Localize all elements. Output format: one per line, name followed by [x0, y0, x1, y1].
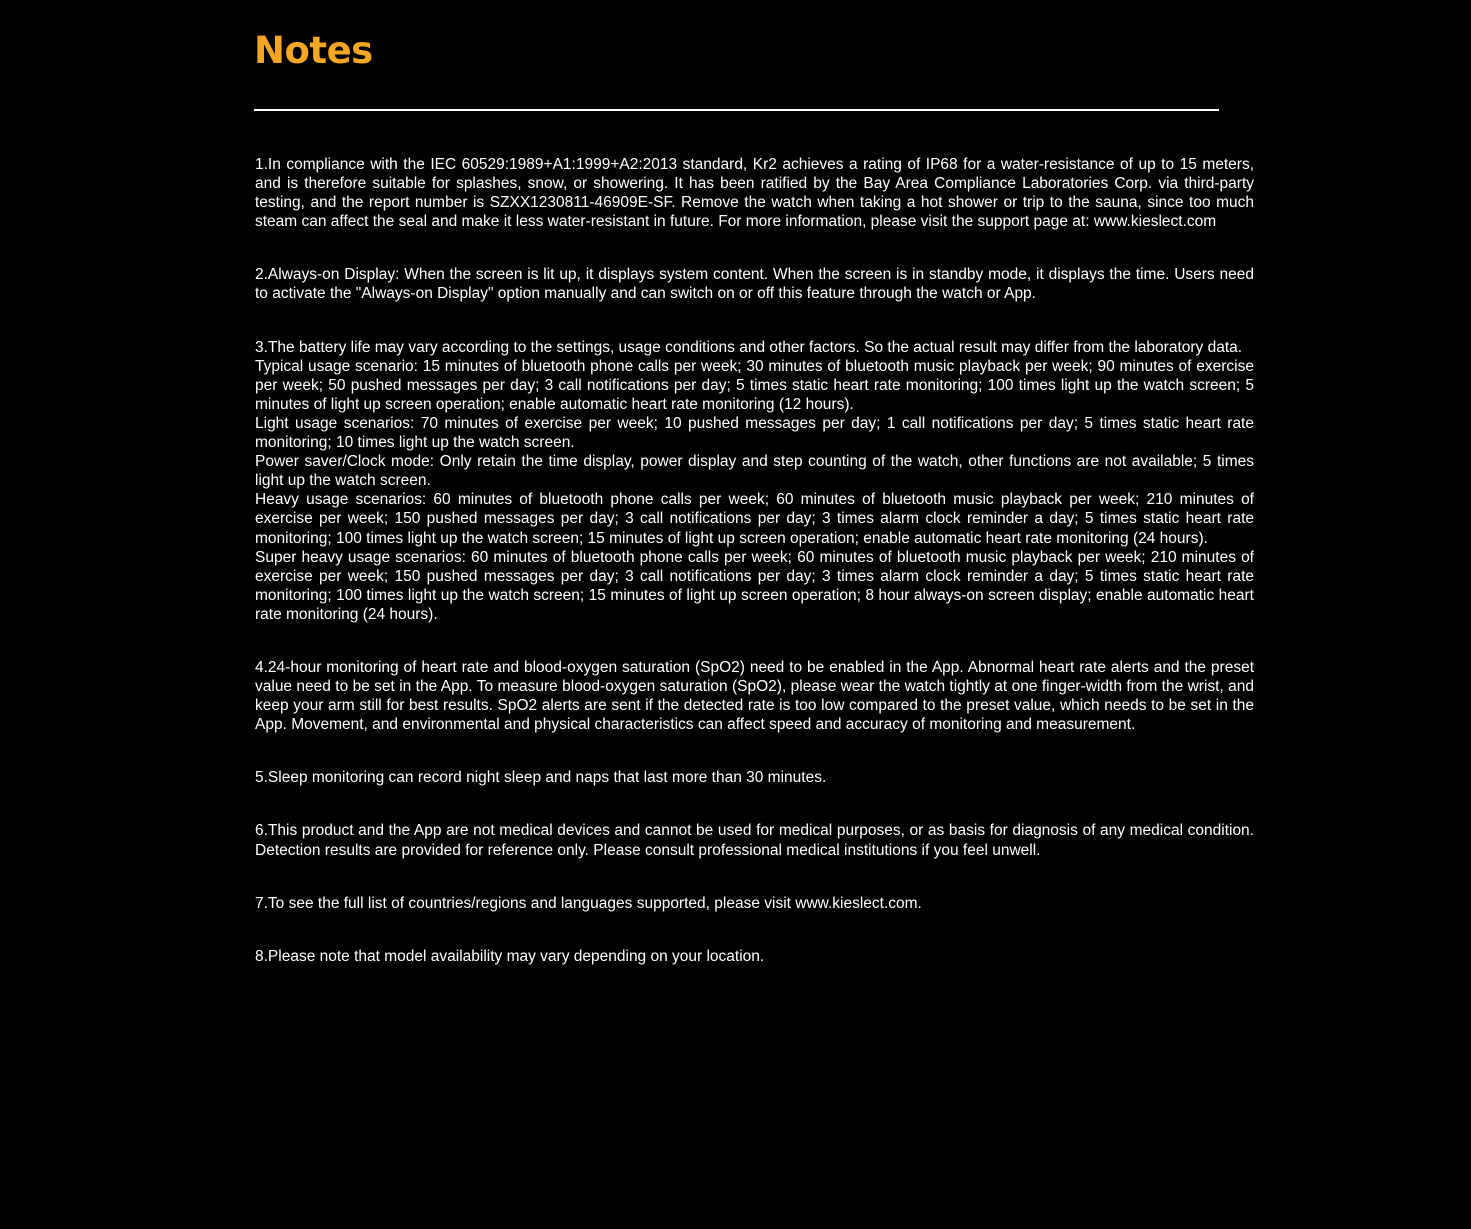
- note-paragraph: Super heavy usage scenarios: 60 minutes of bluetooth phone calls per week; 60 minutes of bluetooth music playback per week; 210 minutes of exercise per week; 150 pushed messages per day; 3 call notifications per day; 3 times alarm clock reminder a day; 5 times static heart rate monitoring; 100 times light up the watch screen; 15 minutes of light up screen operation; 8 hour always-on screen display; enable automatic heart rate monitoring (24 hours).: [255, 548, 1254, 623]
- note-6: [255, 821, 1254, 859]
- note-7: [255, 894, 1254, 913]
- note-paragraph: 3.The battery life may vary according to the settings, usage conditions and other factors. So the actual result may differ from the laboratory data.: [255, 338, 1243, 356]
- note-paragraph: 6.This product and the App are not medical devices and cannot be used for medical purposes, or as basis for diagnosis of any medical condition. Detection results are provided for reference only. Please consult professional medical institutions if you feel unwell.: [255, 822, 1254, 859]
- note-4: [255, 658, 1254, 734]
- note-paragraph: Light usage scenarios: 70 minutes of exercise per week; 10 pushed messages per day; 1 call notifications per day; 5 times static heart rate monitoring; 10 times light up the watch screen.: [255, 414, 1254, 452]
- page-title: Notes: [254, 29, 373, 72]
- note-paragraph: 2.Always-on Display: When the screen is lit up, it displays system content. When the screen is in standby mode, it displays the time. Users need to activate the "Always-on Display" option manually and can switch on or off this feature through the watch or App.: [255, 266, 1254, 303]
- note-paragraph: 1.In compliance with the IEC 60529:1989+A1:1999+A2:2013 standard, Kr2 achieves a rating of IP68 for a water-resistance of up to 15 meters, and is therefore suitable for splashes, snow, or showering. It has been ratified by the Bay Area Compliance Laboratories Corp. via third-party testing, and the report number is SZXX1230811-46909E-SF. Remove the watch when taking a hot shower or trip to the sauna, since too much steam can affect the seal and make it less water-resistant in future. For more information, please visit the support page at: www.kieslect.com: [255, 156, 1254, 231]
- note-paragraph: Typical usage scenario: 15 minutes of bluetooth phone calls per week; 30 minutes of bluetooth music playback per week; 90 minutes of exercise per week; 50 pushed messages per day; 3 call notifications per day; 5 times static heart rate monitoring; 100 times light up the watch screen; 5 minutes of light up screen operation; enable automatic heart rate monitoring (12 hours).: [255, 357, 1254, 413]
- notes-list: [255, 155, 1254, 1000]
- note-paragraph: Power saver/Clock mode: Only retain the time display, power display and step counting of the watch, other functions are not available; 5 times light up the watch screen.: [255, 453, 1254, 490]
- note-5: [255, 768, 1254, 787]
- note-8: [255, 947, 1254, 966]
- note-paragraph: 5.Sleep monitoring can record night sleep and naps that last more than 30 minutes.: [255, 769, 827, 787]
- note-paragraph: 8.Please note that model availability may vary depending on your location.: [255, 947, 765, 965]
- note-paragraph: Heavy usage scenarios: 60 minutes of bluetooth phone calls per week; 60 minutes of bluetooth music playback per week; 210 minutes of exercise per week; 150 pushed messages per day; 3 call notifications per day; 3 times alarm clock reminder a day; 5 times static heart rate monitoring; 100 times light up the watch screen; 15 minutes of light up screen operation; enable automatic heart rate monitoring (24 hours).: [255, 491, 1254, 547]
- note-1: [255, 155, 1254, 231]
- note-3: [255, 338, 1254, 624]
- title-divider: [254, 109, 1219, 111]
- note-2: [255, 265, 1254, 303]
- note-paragraph: 4.24-hour monitoring of heart rate and blood-oxygen saturation (SpO2) need to be enabled in the App. Abnormal heart rate alerts and the preset value need to be set in the App. To measure blood-oxygen saturation (SpO2), please wear the watch tightly at one finger-width from the wrist, and keep your arm still for best results. SpO2 alerts are sent if the detected rate is too low compared to the preset value, which needs to be set in the App. Movement, and environmental and physical characteristics can affect speed and accuracy of monitoring and measurement.: [255, 658, 1254, 734]
- note-paragraph: 7.To see the full list of countries/regions and languages supported, please visit www.kieslect.com.: [255, 894, 922, 912]
